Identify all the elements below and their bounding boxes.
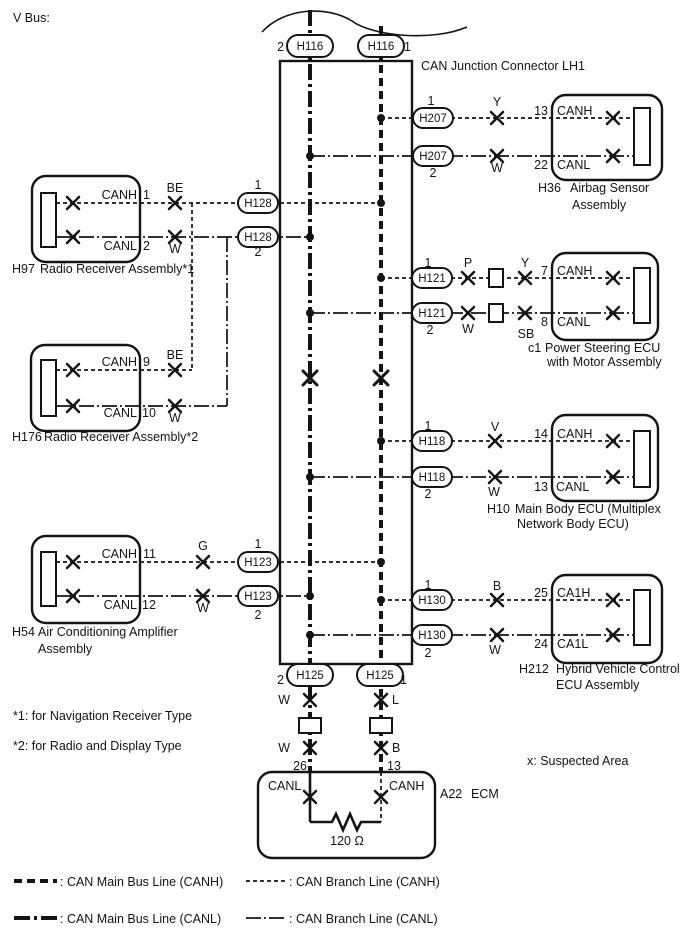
- h125-left-label: H125: [296, 670, 324, 682]
- h10-name-line1: Main Body ECU (Multiplex: [515, 502, 661, 516]
- h36-canh-wire-color: Y: [492, 95, 502, 109]
- h54-canh-wire-color: G: [198, 539, 208, 553]
- legend: [14, 875, 440, 926]
- h116-left-label: H116: [296, 41, 324, 53]
- h128-pin-2: 2: [254, 245, 262, 259]
- h212-canh-label: CA1H: [557, 586, 591, 600]
- h54-canh-label: CANH: [101, 547, 137, 561]
- h36-canl-wire-color: W: [491, 161, 503, 175]
- h10-canh-label: CANH: [557, 427, 593, 441]
- h54-canl-pin: 12: [142, 598, 156, 612]
- h97-canh-wire-color: BE: [166, 181, 184, 195]
- h130-2-label: H130: [418, 630, 446, 642]
- h36-canl-pin: 22: [534, 158, 548, 172]
- note-asterisk-1: *1: for Navigation Receiver Type: [13, 709, 193, 723]
- legend-main-canh-label: : CAN Main Bus Line (CANH): [60, 875, 224, 889]
- h212-pin-rect: [634, 590, 650, 645]
- h128-pin-1: 1: [254, 178, 262, 192]
- h121-2-label: H121: [418, 308, 446, 320]
- h118-1-label: H118: [418, 436, 446, 448]
- h123-pin-1: 1: [254, 537, 262, 551]
- h54-name-line1: Air Conditioning Amplifier: [38, 625, 178, 639]
- ecm-canh-wire-color-lower: B: [392, 741, 401, 755]
- ecm-canh-pin: 13: [387, 759, 401, 773]
- inline-connector-rect: [489, 269, 503, 287]
- terminating-resistor-wire: [310, 814, 381, 830]
- h54-name-line2: Assembly: [38, 642, 93, 656]
- h36-canh-label: CANH: [557, 104, 593, 118]
- ecm-canh-wire-color-upper: L: [392, 693, 399, 707]
- h176-canh-wire-color: BE: [166, 348, 184, 362]
- h176-canh-pin: 9: [143, 355, 150, 369]
- c1-canh-wire-color-2: Y: [520, 256, 530, 270]
- c1-canl-wire-color-2: SB: [517, 327, 535, 341]
- ecm-canl-wire-color-lower: W: [278, 741, 290, 755]
- h125-right-pin: 1: [400, 673, 407, 687]
- h123-pin-2: 2: [254, 608, 262, 622]
- junction-connector-label: CAN Junction Connector LH1: [421, 59, 585, 73]
- junction-dots: [306, 114, 385, 639]
- h10-pin-rect: [634, 431, 650, 487]
- h116-right-label: H116: [367, 41, 395, 53]
- note-asterisk-2: *2: for Radio and Display Type: [13, 739, 182, 753]
- c1-pin-rect: [634, 268, 650, 323]
- h36-canh-pin: 13: [534, 104, 548, 118]
- connector-ovals: [238, 35, 453, 686]
- c1-name-line1: Power Steering ECU: [545, 341, 661, 355]
- inline-connector-rect: [370, 718, 392, 733]
- h207-2-label: H207: [419, 151, 447, 163]
- ecm-canl-pin: 26: [293, 759, 307, 773]
- legend-branch-canh-label: : CAN Branch Line (CANH): [289, 875, 440, 889]
- h10-canh-wire-color: V: [490, 420, 500, 434]
- v-bus-label: V Bus:: [13, 11, 50, 25]
- ecm-canl-label: CANL: [268, 779, 302, 793]
- junction-connector-box: [280, 61, 412, 664]
- h36-name-line2: Assembly: [572, 198, 627, 212]
- h212-canh-pin: 25: [534, 586, 548, 600]
- h212-name-line2: ECU Assembly: [556, 678, 640, 692]
- ecm-canl-wire-color-upper: W: [278, 693, 290, 707]
- ecm-id: A22: [440, 787, 463, 801]
- legend-branch-canl-label: : CAN Branch Line (CANL): [289, 912, 438, 926]
- h176-canl-pin: 10: [142, 406, 156, 420]
- h10-canl-wire-color: W: [488, 485, 500, 499]
- h97-canh-label: CANH: [101, 188, 137, 202]
- h128-1-label: H128: [244, 198, 272, 210]
- c1-name-line2: with Motor Assembly: [547, 355, 662, 369]
- h130-pin-1: 1: [424, 578, 432, 592]
- c1-canh-label: CANH: [557, 264, 593, 278]
- c1-canl-wire-color-1: W: [462, 322, 474, 336]
- h121-1-label: H121: [418, 273, 446, 285]
- h207-1-label: H207: [419, 113, 447, 125]
- h36-id: H36: [538, 181, 561, 195]
- h128-2-label: H128: [244, 232, 272, 244]
- h121-pin-1: 1: [424, 256, 432, 270]
- c1-canh-wire-color-1: P: [463, 256, 473, 270]
- h212-canl-pin: 24: [534, 637, 548, 651]
- h97-canl-wire-color: W: [169, 242, 181, 256]
- h116-left-pin: 2: [277, 40, 284, 54]
- h97-id: H97: [12, 262, 35, 276]
- h36-name-line1: Airbag Sensor: [570, 181, 650, 195]
- h54-canl-wire-color: W: [197, 601, 209, 615]
- h176-canl-wire-color: W: [169, 411, 181, 425]
- h125-right-label: H125: [366, 670, 394, 682]
- h116-right-pin: 1: [404, 40, 411, 54]
- labels: [12, 11, 680, 848]
- legend-main-canl-label: : CAN Main Bus Line (CANL): [60, 912, 222, 926]
- h123-2-label: H123: [244, 591, 272, 603]
- h176-canl-label: CANL: [103, 406, 137, 420]
- h10-id: H10: [487, 502, 510, 516]
- h176-canh-label: CANH: [101, 355, 137, 369]
- h10-name-line2: Network Body ECU): [517, 517, 629, 531]
- inline-connector-rect: [489, 304, 503, 322]
- suspected-area-note: x: Suspected Area: [527, 754, 629, 768]
- c1-id: c1: [528, 341, 542, 355]
- h212-canl-label: CA1L: [557, 637, 589, 651]
- h121-pin-2: 2: [426, 323, 434, 337]
- h130-1-label: H130: [418, 595, 446, 607]
- h212-name-line1: Hybrid Vehicle Control: [556, 662, 680, 676]
- bus-break-squiggle: [262, 11, 467, 36]
- h125-left-pin: 2: [277, 673, 284, 687]
- h10-canl-pin: 13: [534, 480, 548, 494]
- main-bus-lines: [262, 10, 467, 830]
- h176-id: H176: [12, 430, 42, 444]
- h212-canl-wire-color: W: [489, 643, 501, 657]
- h54-canh-pin: 11: [143, 547, 156, 561]
- h176-pin-rect: [41, 360, 56, 416]
- h97-canl-pin: 2: [143, 239, 150, 253]
- h123-1-label: H123: [244, 557, 272, 569]
- h97-name: Radio Receiver Assembly*1: [40, 262, 195, 276]
- h54-canl-label: CANL: [103, 598, 137, 612]
- suspected-area-x-marks: [67, 112, 619, 803]
- ecm-name: ECM: [471, 787, 499, 801]
- c1-canh-pin: 7: [541, 264, 548, 278]
- h118-2-label: H118: [418, 472, 446, 484]
- c1-canl-label: CANL: [557, 315, 591, 329]
- terminating-resistor-label: 120 Ω: [330, 834, 364, 848]
- h97-canl-label: CANL: [103, 239, 137, 253]
- c1-canl-pin: 8: [541, 315, 548, 329]
- h54-pin-rect: [41, 552, 56, 606]
- h36-pin-rect: [634, 108, 650, 165]
- h54-id: H54: [12, 625, 35, 639]
- h176-name: Radio Receiver Assembly*2: [44, 430, 199, 444]
- h97-pin-rect: [41, 193, 56, 247]
- h207-pin-1: 1: [427, 94, 435, 108]
- h118-pin-1: 1: [424, 419, 432, 433]
- h97-canh-pin: 1: [143, 188, 150, 202]
- ecm-canh-label: CANH: [389, 779, 425, 793]
- h10-canh-pin: 14: [534, 427, 548, 441]
- h10-canl-label: CANL: [556, 480, 590, 494]
- h207-pin-2: 2: [429, 166, 437, 180]
- h36-canl-label: CANL: [557, 158, 591, 172]
- h118-pin-2: 2: [424, 487, 432, 501]
- h212-canh-wire-color: B: [492, 579, 502, 593]
- h130-pin-2: 2: [424, 646, 432, 660]
- h212-id: H212: [519, 662, 549, 676]
- inline-connector-rect: [299, 718, 321, 733]
